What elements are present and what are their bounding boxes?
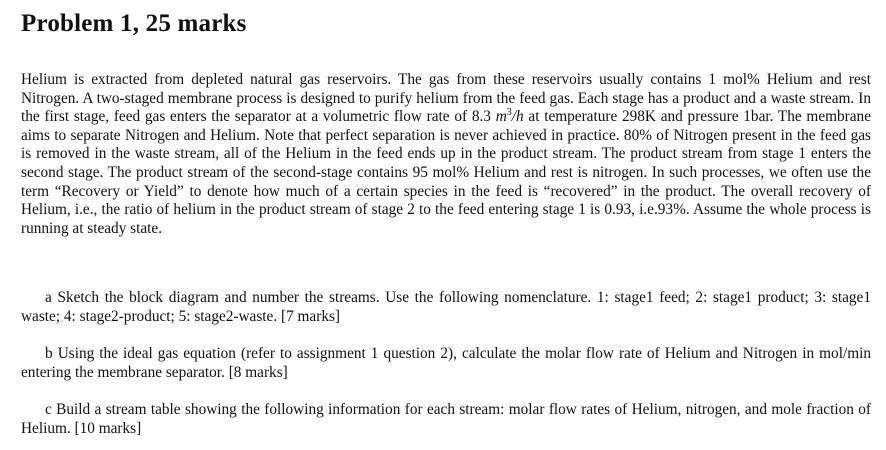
question-c: c Build a stream table showing the following information for each stream: molar flow rates of Helium, nitrogen, and mole fraction of Helium. [10 marks] [21, 401, 871, 437]
intro-text-part-1: Helium is extracted from depleted natural gas reservoirs. The gas from these reservoirs usually contains 1 mol% Helium and rest Nitrogen. A two-staged membrane process is designed to purify helium from the feed gas. Each stage has a product and a waste stream. In the first stage, feed gas enters the separator at a volumetric flow rate of 8.3 [21, 71, 871, 126]
intro-text-part-2: at temperature 298K and pressure 1bar. The membrane aims to separate Nitrogen and Helium. Note that perfect separation is never achieved in practice. 80% of Nitrogen present in the feed gas is removed in the waste stream, all of the Helium in the feed ends up in the product stream. The product stream from stage 1 enters the second stage. The product stream of the second-stage contains 95 mol% Helium and rest is nitrogen. In such processes, we often use the term “Recovery or Yield” to denote how much of a certain species in the feed is “recovered” in the product. The overall recovery of Helium, i.e., the ratio of helium in the product stream of stage 2 to the feed entering stage 1 is 0.93, i.e.93%. Assume the whole process is running at steady state. [21, 108, 871, 237]
unit-per-hour: /h [511, 108, 524, 126]
problem-title: Problem 1, 25 marks [21, 10, 247, 37]
question-b: b Using the ideal gas equation (refer to assignment 1 question 2), calculate the molar flow rate of Helium and Nitrogen in mol/min entering the membrane separator. [8 marks] [21, 345, 871, 381]
unit-m: m [495, 108, 507, 126]
question-a: a Sketch the block diagram and number the streams. Use the following nomenclature. 1: stage1 feed; 2: stage1 product; 3: stage1 waste; 4: stage2-product; 5: stage2-waste. [7 marks] [21, 289, 871, 325]
unit-exponent: 3 [506, 107, 512, 119]
problem-description [21, 71, 871, 238]
